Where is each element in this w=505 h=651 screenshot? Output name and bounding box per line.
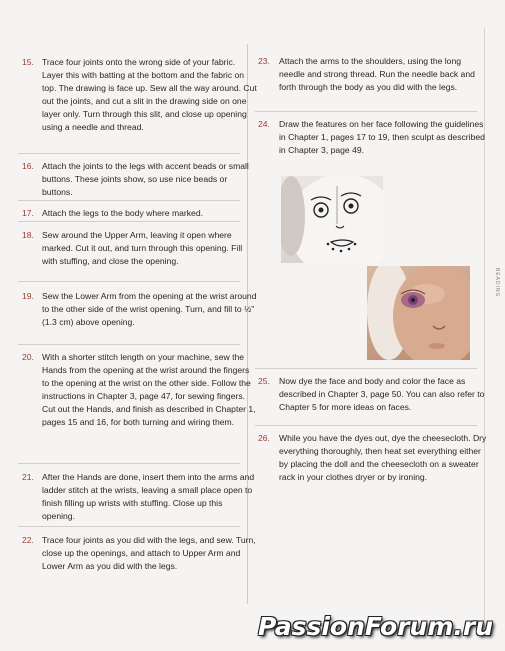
doll-face-sketch-photo: [281, 176, 383, 263]
step-text: Attach the arms to the shoulders, using the long needle and strong thread. Run the needle back and forth through the body as you did with the legs.: [279, 56, 475, 92]
step-text: Trace four joints onto the wrong side of your fabric. Layer this with batting at the bottom and the fabric on top. The drawing is face up. Sew all the way around. Cut out the joints, and cut a slit in the drawing side on one layer only. Turn through this slit, and close up opening using a needle and thread.: [42, 57, 257, 132]
step-number: 26.: [258, 433, 270, 443]
painted-doll-face-photo: [367, 266, 470, 360]
step-number: 19.: [22, 291, 34, 301]
step-number: 24.: [258, 119, 270, 129]
step-text: Sew around the Upper Arm, leaving it open where marked. Cut it out, and turn through this opening. Fill with stuffing, and close the opening.: [42, 230, 243, 266]
step-15: [22, 56, 258, 152]
step-number: 25.: [258, 376, 270, 386]
step-text: After the Hands are done, insert them into the arms and ladder stitch at the wrists, leaving a small place open to finish filling up wrists with stuffing. Close up this opening.: [42, 472, 255, 521]
step-number: 16.: [22, 161, 34, 171]
step-text: Now dye the face and body and color the face as described in Chapter 3, page 50. You can also refer to Chapter 5 for more ideas on faces.: [279, 376, 485, 412]
step-separator: [255, 368, 477, 369]
step-separator: [18, 153, 240, 154]
step-separator: [18, 344, 240, 345]
step-text: Sew the Lower Arm from the opening at the wrist around to the other side of the wrist opening. Turn, and fill to ½" (1.3 cm) above opening.: [42, 291, 257, 327]
step-number: 15.: [22, 57, 34, 67]
step-number: 21.: [22, 472, 34, 482]
step-number: 20.: [22, 352, 34, 362]
step-text: Attach the legs to the body where marked.: [42, 208, 203, 218]
step-text: Trace four joints as you did with the legs, and sew. Turn, close up the openings, and attach to Upper Arm and Lower Arm as you did with the legs.: [42, 535, 256, 571]
step-text: While you have the dyes out, dye the cheesecloth. Dry everything thoroughly, then heat set everything either by placing the doll and the cheesecloth on a sweater rack in your clothes dryer or by ironing.: [279, 433, 487, 482]
step-text: Attach the joints to the legs with accent beads or small buttons. These joints show, so use nice beads or buttons.: [42, 161, 249, 197]
step-separator: [18, 526, 240, 527]
step-separator: [255, 425, 477, 426]
step-text: Draw the features on her face following the guidelines in Chapter 1, pages 17 to 19, then sculpt as described in Chapter 3, page 49.: [279, 119, 485, 155]
step-separator: [255, 111, 477, 112]
step-separator: [18, 200, 240, 201]
step-number: 17.: [22, 208, 34, 218]
step-separator: [18, 463, 240, 464]
step-text: With a shorter stitch length on your machine, sew the Hands from the opening at the wrist around the fingers to the opening at the wrist on the other side. Follow the instructions in Chapter 3, page 47, for sewing fingers. Cut out the Hands, and finish as described in Chapter 1, pages 15 and 16, for both turning and wiring them.: [42, 352, 256, 427]
step-number: 22.: [22, 535, 34, 545]
step-separator: [18, 221, 240, 222]
step-separator: [18, 281, 240, 282]
watermark: PassionForum.ru: [258, 612, 494, 641]
step-number: 18.: [22, 230, 34, 240]
step-number: 23.: [258, 56, 270, 66]
chapter-sidebar-label: BEADING: [494, 268, 500, 298]
